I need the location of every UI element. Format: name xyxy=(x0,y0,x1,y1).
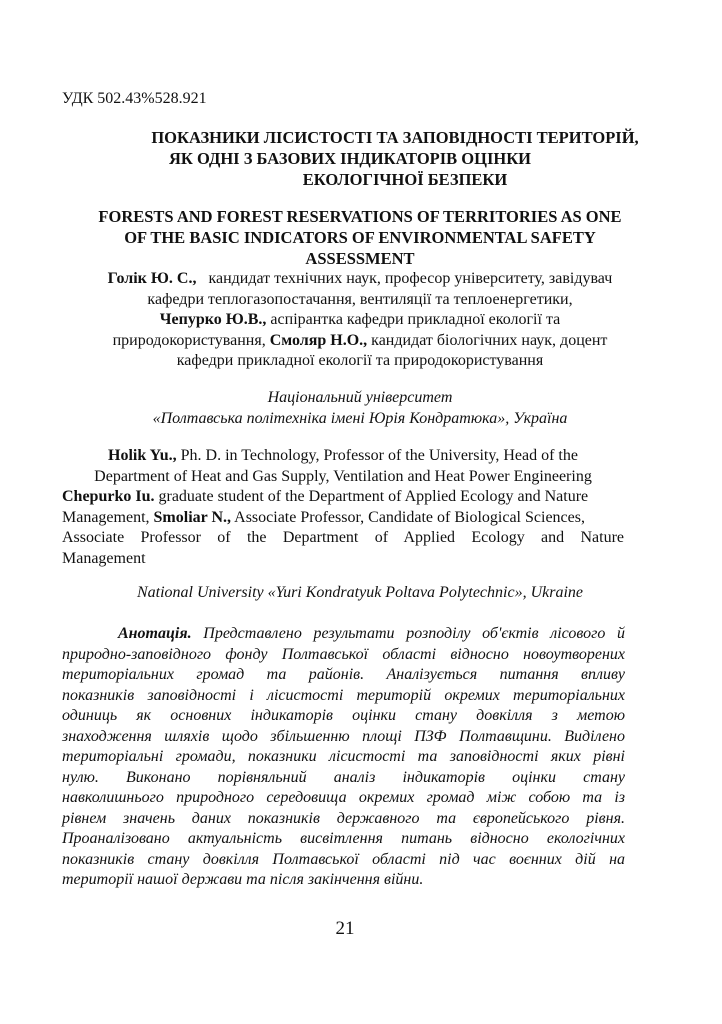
abstract-line: навколишнього природного середовища окремих громад між собою та із xyxy=(62,789,625,806)
author-description: кандидат технічних наук, професор університету, завідувач xyxy=(208,270,613,287)
abstract-line: території нашої держави та після закінчення війни. xyxy=(62,871,424,888)
abstract-line: показників стану довкілля Полтавської області під час воєнних дій на xyxy=(62,850,625,868)
abstract-line: Проаналізовано актуальність висвітлення питань відносно екологічних xyxy=(62,830,625,847)
author-description: кафедри прикладної екології та природокористування xyxy=(176,352,544,369)
authors-ukrainian xyxy=(58,269,662,372)
abstract-line: показників заповідності і лісистості територій окремих територіальних xyxy=(62,686,625,704)
title-ua-line: ЯК ОДНІ З БАЗОВИХ ІНДИКАТОРІВ ОЦІНКИ xyxy=(168,149,532,168)
author-name: Chepurko Iu. xyxy=(62,488,155,505)
abstract-line: одиниць як основних індикаторів оцінки стану довкілля з метою xyxy=(62,707,625,724)
abstract-line: Представлено результати розподілу об'єктів лісового й xyxy=(203,625,626,642)
abstract-line: знаходження шляхів щодо збільшенню площі ПЗФ Полтавщини. Виділено xyxy=(62,727,625,745)
abstract-line: територіальних громад та районів. Аналізується питання впливу xyxy=(62,666,625,683)
title-ua-line: ЕКОЛОГІЧНОЇ БЕЗПЕКИ xyxy=(302,170,508,189)
affiliation-ukrainian xyxy=(58,387,662,429)
author-description: Management xyxy=(62,549,146,567)
title-en-line: OF THE BASIC INDICATORS OF ENVIRONMENTAL SAFETY xyxy=(124,228,596,247)
author-name: Smoliar N., xyxy=(153,508,232,526)
author-name: Смоляр Н.О., xyxy=(269,331,368,349)
title-ukrainian xyxy=(60,127,670,190)
abstract xyxy=(62,624,625,891)
author-description: Associate Professor, Candidate of Biological Sciences, xyxy=(234,508,585,526)
author-description: кандидат біологічних наук, доцент xyxy=(371,331,608,349)
title-en-line: ASSESSMENT xyxy=(305,249,415,268)
title-ua-line: ПОКАЗНИКИ ЛІСИСТОСТІ ТА ЗАПОВІДНОСТІ ТЕРИТОРІЙ, xyxy=(151,128,639,147)
author-name: Голік Ю. С., xyxy=(107,270,197,287)
author-description: Ph. D. in Technology, Professor of the University, Head of the xyxy=(180,447,578,464)
affiliation-english: National University «Yuri Kondratyuk Poltava Polytechnic», Ukraine xyxy=(136,584,583,601)
author-description: Management, xyxy=(62,508,150,526)
authors-english xyxy=(62,446,624,569)
author-description: природокористування, xyxy=(112,331,266,349)
abstract-label: Анотація. xyxy=(118,625,192,642)
author-description: graduate student of the Department of Applied Ecology and Nature xyxy=(158,488,589,505)
author-description: аспірантка кафедри прикладної екології та xyxy=(270,311,561,328)
author-description: кафедри теплогазопостачання, вентиляції та теплоенергетики, xyxy=(147,290,573,308)
author-description: Associate Professor of the Department of Applied Ecology and Nature xyxy=(62,529,624,546)
title-en-line: FORESTS AND FOREST RESERVATIONS OF TERRITORIES AS ONE xyxy=(98,207,622,226)
abstract-line: рівнем значень даних показників державного та європейського рівня. xyxy=(62,809,625,827)
affiliation-line: «Полтавська політехніка імені Юрія Кондратюка», Україна xyxy=(152,410,568,427)
page-number: 21 xyxy=(335,918,355,939)
affiliation-line: Національний університет xyxy=(267,389,453,406)
abstract-line: нулю. Виконано порівняльний аналіз індикаторів оцінки стану xyxy=(62,768,625,786)
author-description: Department of Heat and Gas Supply, Ventilation and Heat Power Engineering xyxy=(94,467,592,485)
abstract-line: територіальні громади, показники лісистості та заповідності яких рівні xyxy=(62,748,625,765)
abstract-line: природно-заповідного фонду Полтавської області відносно новоутворених xyxy=(62,645,625,663)
title-english xyxy=(58,206,662,269)
author-name: Чепурко Ю.В., xyxy=(159,311,267,328)
udk-code: УДК 502.43%528.921 xyxy=(62,90,207,107)
author-name: Holik Yu., xyxy=(108,447,177,464)
